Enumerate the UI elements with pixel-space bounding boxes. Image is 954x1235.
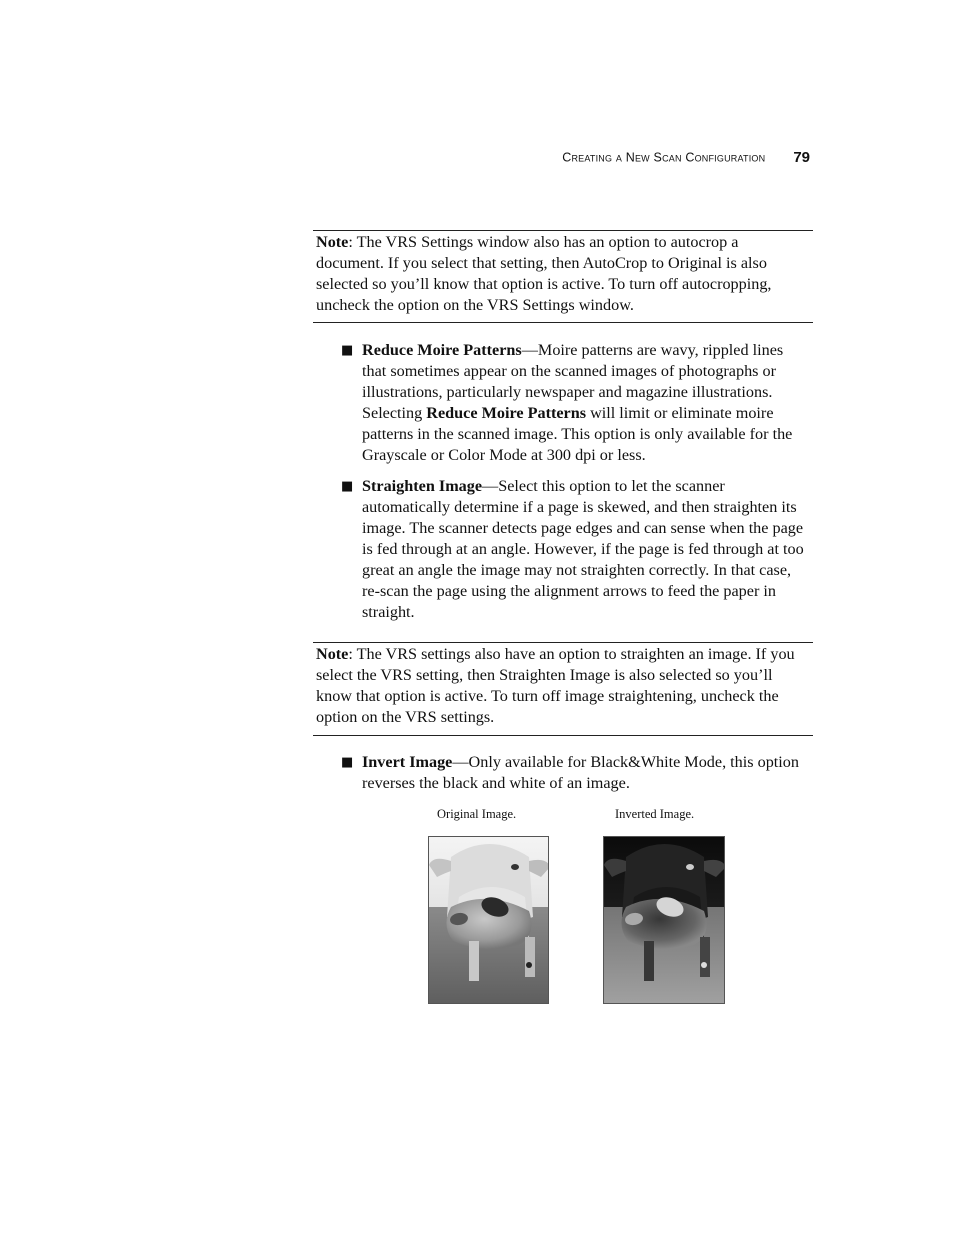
bullet-square-icon: ■ [341,755,354,770]
bullet-text [362,340,811,466]
note-straighten [313,642,813,736]
inverted-cow-photo [603,836,725,1004]
bullet-term-inline: Reduce Moire Patterns [426,404,587,422]
page-number: 79 [793,148,810,166]
note-label: Note [316,233,349,251]
bullet-body: —Moire patterns are wavy, rippled lines that sometimes appear on the scanned images of photographs or illustrations, particularly newspaper and magazine illustrations. Selecting [362,341,784,422]
bullet-term: Invert Image [362,753,453,771]
bullet-straighten-image [341,476,811,623]
original-image-caption: Original Image. [437,807,517,821]
cow-illustration-inverted [604,837,725,1004]
bullet-text [362,476,811,623]
running-head: Creating a New Scan Configuration [562,150,766,165]
page-header [500,148,810,166]
note-autocrop [313,230,813,323]
bullet-reduce-moire [341,340,811,466]
bullet-body: —Only available for Black&White Mode, this option reverses the black and white of an image. [362,753,799,792]
bullet-square-icon: ■ [341,479,354,494]
bullet-text [362,752,811,794]
note-text: : The VRS settings also have an option to straighten an image. If you select the VRS setting, then Straighten Image is also selected so you’ll know that option is active. To turn off image straightening, uncheck the option on the VRS settings. [316,645,795,726]
bullet-term: Reduce Moire Patterns [362,341,522,359]
cow-illustration [429,837,549,1004]
note-label: Note [316,645,349,663]
bullet-body: —Select this option to let the scanner automatically determine if a page is skewed, and then straighten its image. The scanner detects page edges and can sense when the page is fed through at an angle. However, if the page is fed through at too great an angle the image may not straighten correctly. In that case, re-scan the page using the alignment arrows to feed the paper in straight. [362,477,804,621]
bullet-body-cont: will limit or eliminate moire patterns in the scanned image. This option is only available for the Grayscale or Color Mode at 300 dpi or less. [362,404,793,464]
bullet-term: Straighten Image [362,477,483,495]
note-text: : The VRS Settings window also has an option to autocrop a document. If you select that setting, then AutoCrop to Original is also selected so you’ll know that option is active. To turn off autocropping, uncheck the option on the VRS Settings window. [316,233,772,314]
inverted-image-caption: Inverted Image. [615,807,695,821]
bullet-invert-image [341,752,811,794]
bullet-square-icon: ■ [341,343,354,358]
original-cow-photo [428,836,549,1004]
